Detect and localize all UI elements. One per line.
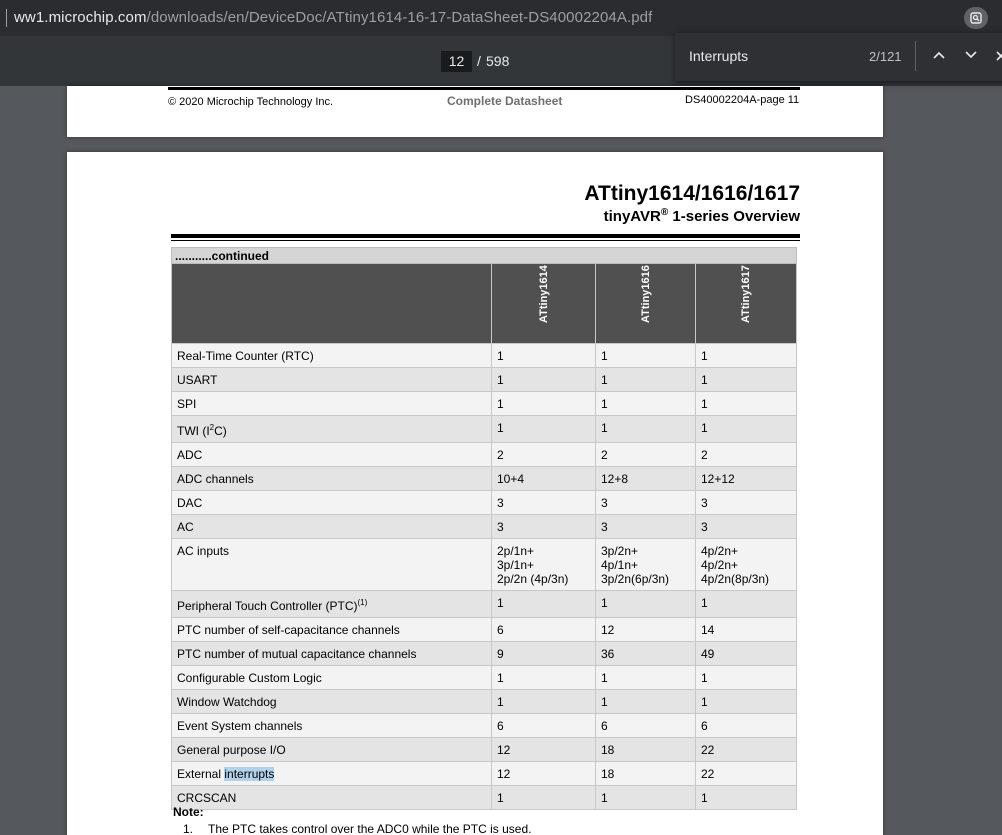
pdf-page-11 (67, 86, 883, 137)
row-label: PTC number of mutual capacitance channels (172, 642, 492, 666)
continued-label: ...........continued (172, 248, 797, 264)
cell-value: 1 (596, 786, 696, 810)
footer-rule (168, 87, 800, 90)
cell-value: 9 (492, 642, 596, 666)
header-rule-thick (171, 234, 800, 238)
find-match-count: 2/121 (869, 49, 902, 64)
page-total: 598 (486, 53, 510, 69)
chevron-down-icon[interactable] (961, 47, 981, 67)
table-row (172, 618, 797, 642)
column-header: ATtiny1617 (696, 264, 797, 344)
header-rule-thin (171, 240, 800, 241)
cell-value: 1 (492, 591, 596, 618)
cell-value: 1 (596, 591, 696, 618)
cell-value: 1 (696, 591, 797, 618)
row-label: Window Watchdog (172, 690, 492, 714)
cell-value: 2 (492, 443, 596, 467)
table-row (172, 642, 797, 666)
cell-value: 12+8 (596, 467, 696, 491)
cell-value: 18 (596, 762, 696, 786)
find-divider (915, 41, 916, 71)
page-number-input[interactable]: 12 (441, 51, 472, 72)
cell-value: 12 (492, 738, 596, 762)
header-row (172, 264, 797, 344)
row-label: Real-Time Counter (RTC) (172, 344, 492, 368)
cell-value: 3 (696, 515, 797, 539)
cell-value: 2p/1n+ 3p/1n+ 2p/2n (4p/3n) (492, 539, 596, 591)
table-row (172, 591, 797, 618)
note-heading: Note: (173, 805, 204, 819)
table-row (172, 666, 797, 690)
pdf-page-12 (67, 152, 883, 835)
address-bar[interactable] (0, 0, 1002, 36)
device-overview-table (171, 247, 797, 810)
row-label: SPI (172, 392, 492, 416)
cell-value: 1 (696, 416, 797, 443)
cell-value: 1 (596, 690, 696, 714)
table-row (172, 714, 797, 738)
cell-value: 1 (492, 666, 596, 690)
cell-value: 1 (492, 344, 596, 368)
row-label: ADC channels (172, 467, 492, 491)
row-label: Configurable Custom Logic (172, 666, 492, 690)
cell-value: 3 (492, 515, 596, 539)
table-row (172, 416, 797, 443)
row-label: CRCSCAN (172, 786, 492, 810)
cell-value: 10+4 (492, 467, 596, 491)
cell-value: 36 (596, 642, 696, 666)
cell-value: 22 (696, 762, 797, 786)
find-bar (675, 33, 1002, 81)
cell-value: 1 (696, 690, 797, 714)
column-header: ATtiny1616 (596, 264, 696, 344)
cell-value: 2 (596, 443, 696, 467)
cell-value: 4p/2n+ 4p/2n+ 4p/2n(8p/3n) (696, 539, 797, 591)
table-row (172, 786, 797, 810)
cell-value: 22 (696, 738, 797, 762)
url-host: ww1.microchip.com (14, 9, 147, 26)
cell-value: 14 (696, 618, 797, 642)
cell-value: 1 (596, 666, 696, 690)
url-path: /downloads/en/DeviceDoc/ATtiny1614-16-17-DataSheet-DS40002204A.pdf (146, 9, 653, 26)
cell-value: 12 (596, 618, 696, 642)
cell-value: 1 (696, 666, 797, 690)
cell-value: 1 (492, 368, 596, 392)
cell-value: 1 (492, 392, 596, 416)
address-bar-edge (6, 9, 7, 27)
cell-value: 1 (492, 786, 596, 810)
row-label: ADC (172, 443, 492, 467)
cell-value: 3 (492, 491, 596, 515)
page-subtitle: tinyAVR® 1-series Overview (603, 207, 800, 225)
cell-value: 6 (696, 714, 797, 738)
footer-copyright: © 2020 Microchip Technology Inc. (168, 96, 334, 108)
row-label: General purpose I/O (172, 738, 492, 762)
close-icon[interactable] (991, 47, 1002, 67)
page-title: ATtiny1614/1616/1617 (584, 182, 800, 205)
row-label: TWI $(I^2C)$ (172, 416, 492, 443)
cell-value: 18 (596, 738, 696, 762)
url-text[interactable] (14, 9, 652, 26)
cell-value: 6 (596, 714, 696, 738)
row-label: External interrupts (172, 762, 492, 786)
cell-value: 49 (696, 642, 797, 666)
cell-value: 3 (596, 515, 696, 539)
row-label: Peripheral Touch Controller (PTC)$^{(1)}$ (172, 591, 492, 618)
cell-value: 1 (696, 392, 797, 416)
search-match-highlight: interrupts (224, 767, 275, 781)
table-row (172, 762, 797, 786)
cell-value: 6 (492, 618, 596, 642)
cell-value: 1 (596, 416, 696, 443)
continued-row (172, 248, 797, 264)
header-blank (172, 264, 492, 344)
table-row (172, 443, 797, 467)
page-separator: / (477, 53, 481, 69)
cell-value: 1 (596, 392, 696, 416)
table-row (172, 738, 797, 762)
cell-value: 6 (492, 714, 596, 738)
row-label: DAC (172, 491, 492, 515)
column-header: ATtiny1614 (492, 264, 596, 344)
row-label: AC (172, 515, 492, 539)
cell-value: 1 (696, 786, 797, 810)
footer-center: Complete Datasheet (447, 94, 563, 108)
cell-value: 3 (596, 491, 696, 515)
cell-value: 1 (696, 368, 797, 392)
row-label: AC inputs (172, 539, 492, 591)
row-label: PTC number of self-capacitance channels (172, 618, 492, 642)
find-input[interactable] (689, 46, 869, 66)
cell-value: 1 (492, 416, 596, 443)
cell-value: 3p/2n+ 4p/1n+ 3p/2n(6p/3n) (596, 539, 696, 591)
footer-page-ref: DS40002204A-page 11 (685, 94, 800, 106)
table-row (172, 344, 797, 368)
row-label: USART (172, 368, 492, 392)
table-row (172, 392, 797, 416)
cell-value: 2 (696, 443, 797, 467)
table-row (172, 515, 797, 539)
cell-value: 1 (696, 344, 797, 368)
cell-value: 1 (596, 344, 696, 368)
cell-value: 12+12 (696, 467, 797, 491)
table-row (172, 539, 797, 591)
cell-value: 1 (596, 368, 696, 392)
row-label: Event System channels (172, 714, 492, 738)
cell-value: 1 (492, 690, 596, 714)
chevron-up-icon[interactable] (929, 47, 949, 67)
table-row (172, 690, 797, 714)
lens-search-icon[interactable] (964, 7, 988, 29)
table-row (172, 368, 797, 392)
table-row (172, 491, 797, 515)
note-item: 1. The PTC takes control over the ADC0 while the PTC is used. (183, 822, 532, 835)
table-row (172, 467, 797, 491)
cell-value: 12 (492, 762, 596, 786)
cell-value: 3 (696, 491, 797, 515)
